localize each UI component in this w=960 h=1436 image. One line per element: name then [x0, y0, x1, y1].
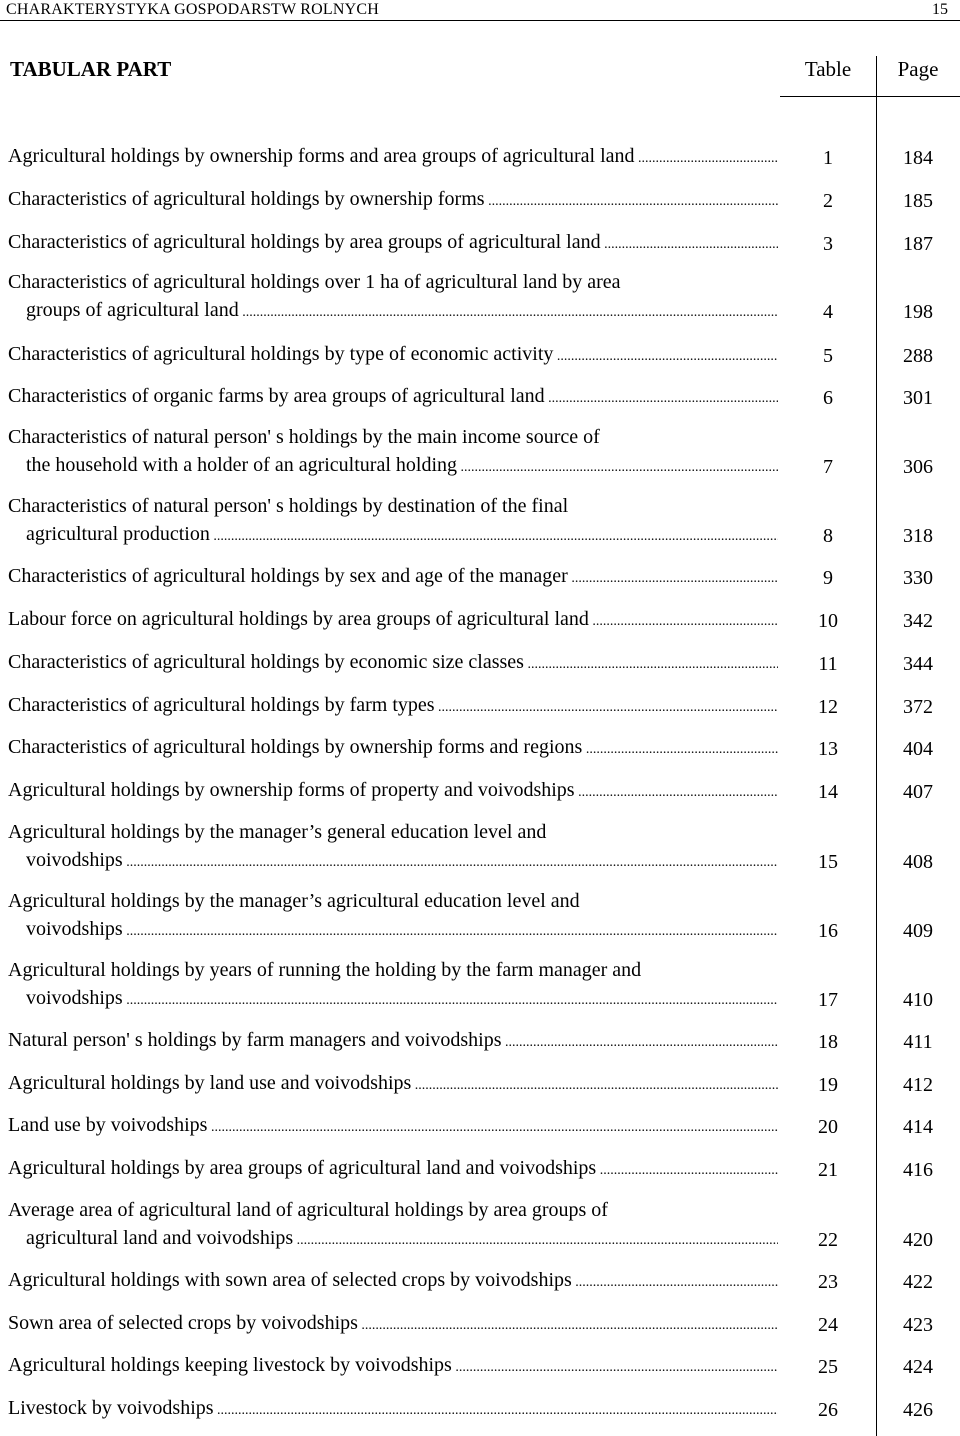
toc-entry-description [8, 777, 778, 807]
toc-entry-text: Characteristics of agricultural holdings by farm types ..... [8, 694, 778, 716]
toc-entry-table-number: 14 [818, 781, 838, 803]
toc-entry-line [8, 692, 778, 722]
toc-entry-description [8, 1027, 778, 1057]
toc-entry-page-number: 372 [903, 696, 933, 718]
toc-entry-table-number: 20 [818, 1116, 838, 1138]
toc-entry-table-number: 18 [818, 1031, 838, 1053]
toc-entry-text: Characteristics of organic farms by area groups of agricultural land ..... [8, 385, 778, 407]
toc-entry-table-number: 21 [818, 1159, 838, 1181]
toc-entry-page-number: 426 [903, 1399, 933, 1421]
toc-entry-table-number: 15 [818, 850, 838, 873]
toc-entry-page-number: 424 [903, 1356, 933, 1378]
toc-entry-page-number: 288 [903, 345, 933, 367]
toc-entry-description [8, 229, 778, 259]
toc-entry-page-number: 306 [903, 455, 933, 478]
toc-entry-line [8, 1225, 778, 1255]
toc-entry-description [8, 1112, 778, 1142]
toc-entry-text: Characteristics of natural person' s holdings by destination of the final [8, 495, 569, 517]
toc-entry-table-number: 12 [818, 696, 838, 718]
toc-entry-description [8, 493, 778, 550]
toc-entry-text: agricultural land and voivodships ..... [26, 1227, 778, 1249]
toc-entry-table-number: 1 [823, 147, 833, 169]
toc-entry-line [8, 777, 778, 807]
toc-entry-text: Natural person' s holdings by farm managers and voivodships ..... [8, 1029, 778, 1051]
toc-entry-description [8, 563, 778, 593]
toc-entry-description [8, 957, 778, 1014]
toc-entry-page-number: 187 [903, 233, 933, 255]
toc-entry-table-number: 3 [823, 233, 833, 255]
toc-entry-line [8, 1395, 778, 1425]
toc-entry-page-number: 184 [903, 147, 933, 169]
toc-entry-page-number: 422 [903, 1271, 933, 1293]
toc-entry-line [8, 1197, 778, 1225]
toc-entry-table-number: 19 [818, 1074, 838, 1096]
toc-entry-description [8, 383, 778, 413]
toc-entry-table-number: 25 [818, 1356, 838, 1378]
toc-entry-description [8, 1352, 778, 1382]
toc-entry-line [8, 1310, 778, 1340]
toc-entry-line [8, 452, 778, 482]
toc-entry-description [8, 734, 778, 764]
toc-entry-page-number: 411 [903, 1031, 933, 1053]
toc-entry-line [8, 916, 778, 946]
toc-entry-line [8, 1070, 778, 1100]
toc-entry-text: Labour force on agricultural holdings by area groups of agricultural land ..... [8, 608, 778, 630]
toc-entry-line [8, 734, 778, 764]
column-header-page: Page [897, 57, 939, 81]
toc-entry-page-number: 342 [903, 610, 933, 632]
running-header-page-number: 15 [932, 1, 948, 18]
toc-entry-line [8, 847, 778, 877]
toc-entry-line [8, 1352, 778, 1382]
running-header-title: CHARAKTERYSTYKA GOSPODARSTW ROLNYCH [6, 1, 379, 18]
toc-entry-text: Land use by voivodships ..... [8, 1114, 778, 1136]
toc-entry-text: Agricultural holdings by the manager’s general education level and [8, 821, 547, 843]
toc-entry-page-number: 409 [903, 919, 933, 942]
toc-entry-text: Agricultural holdings by ownership forms and area groups of agricultural land ..... [8, 145, 778, 167]
toc-entry-text: Agricultural holdings by the manager’s agricultural education level and [8, 890, 580, 912]
toc-entry-table-number: 22 [818, 1228, 838, 1251]
toc-entry-page-number: 412 [903, 1074, 933, 1096]
toc-entry-text: voivodships ..... [26, 987, 778, 1009]
toc-entry-description [8, 1395, 778, 1425]
toc-entry-description [8, 1155, 778, 1185]
toc-entry-page-number: 318 [903, 524, 933, 547]
toc-entry-text: Average area of agricultural land of agricultural holdings by area groups of [8, 1199, 608, 1221]
toc-entry-line [8, 229, 778, 259]
toc-entry-line [8, 563, 778, 593]
toc-entry-text: voivodships ..... [26, 918, 778, 940]
toc-entry-text: Agricultural holdings by area groups of agricultural land and voivodships ..... [8, 1157, 778, 1179]
toc-entry-table-number: 13 [818, 738, 838, 760]
toc-entry-page-number: 404 [903, 738, 933, 760]
toc-entry-line [8, 341, 778, 371]
toc-entry-page-number: 410 [903, 988, 933, 1011]
toc-entry-text: groups of agricultural land ..... [26, 299, 778, 321]
toc-entry-description [8, 606, 778, 636]
toc-entry-page-number: 198 [903, 300, 933, 323]
toc-entry-table-number: 17 [818, 988, 838, 1011]
toc-entry-table-number: 5 [823, 345, 833, 367]
toc-entry-text: Sown area of selected crops by voivodships ..... [8, 1312, 778, 1334]
toc-entry-table-number: 4 [823, 300, 833, 323]
toc-entry-table-number: 16 [818, 919, 838, 942]
toc-entry-line [8, 1155, 778, 1185]
toc-entry-page-number: 301 [903, 387, 933, 409]
toc-entry-description [8, 424, 778, 481]
toc-entry-table-number: 7 [823, 455, 833, 478]
toc-entry-text: agricultural production ..... [26, 523, 778, 545]
toc-entry-line [8, 521, 778, 551]
toc-entry-page-number: 330 [903, 567, 933, 589]
toc-entry-text: Characteristics of agricultural holdings by economic size classes ..... [8, 651, 778, 673]
toc-entry-description [8, 649, 778, 679]
toc-entry-text: Characteristics of agricultural holdings by sex and age of the manager ..... [8, 565, 778, 587]
toc-entry-description [8, 1197, 778, 1254]
toc-entry-description [8, 143, 778, 173]
column-header-table: Table [804, 57, 852, 81]
toc-entry-text: Agricultural holdings with sown area of selected crops by voivodships ..... [8, 1269, 778, 1291]
toc-entry-page-number: 414 [903, 1116, 933, 1138]
toc-entry-text: Agricultural holdings by ownership forms of property and voivodships ..... [8, 779, 778, 801]
toc-entry-text: Livestock by voivodships ..... [8, 1397, 778, 1419]
toc-entry-table-number: 2 [823, 190, 833, 212]
toc-entry-text: voivodships ..... [26, 849, 778, 871]
toc-entry-text: Characteristics of agricultural holdings over 1 ha of agricultural land by area [8, 271, 621, 293]
toc-entry-description [8, 819, 778, 876]
toc-entry-text: Characteristics of agricultural holdings by ownership forms and regions ..... [8, 736, 778, 758]
toc-entry-line [8, 1112, 778, 1142]
toc-entry-text: Agricultural holdings by years of running the holding by the farm manager and [8, 959, 642, 981]
toc-entry-text: Agricultural holdings keeping livestock by voivodships ..... [8, 1354, 778, 1376]
toc-entry-line [8, 606, 778, 636]
toc-entry-line [8, 269, 778, 297]
toc-entry-page-number: 420 [903, 1228, 933, 1251]
toc-entry-table-number: 26 [818, 1399, 838, 1421]
toc-entry-line [8, 1267, 778, 1297]
toc-entry-text: Characteristics of agricultural holdings by ownership forms ..... [8, 188, 778, 210]
toc-entry-table-number: 24 [818, 1314, 838, 1336]
toc-entry-text: the household with a holder of an agricultural holding ..... [26, 454, 778, 476]
toc-entry-table-number: 23 [818, 1271, 838, 1293]
toc-entry-description [8, 186, 778, 216]
toc-entry-page-number: 408 [903, 850, 933, 873]
toc-entry-text: Characteristics of agricultural holdings by area groups of agricultural land ..... [8, 231, 778, 253]
section-heading: TABULAR PART [10, 57, 172, 81]
toc-entry-line [8, 888, 778, 916]
toc-entry-line [8, 649, 778, 679]
toc-entry-table-number: 9 [823, 567, 833, 589]
toc-entry-line [8, 1027, 778, 1057]
toc-entry-description [8, 692, 778, 722]
toc-entry-page-number: 185 [903, 190, 933, 212]
toc-entry-line [8, 297, 778, 327]
toc-entry-text: Agricultural holdings by land use and voivodships ..... [8, 1072, 778, 1094]
toc-entry-table-number: 11 [818, 653, 838, 675]
toc-entry-description [8, 888, 778, 945]
toc-entry-line [8, 383, 778, 413]
toc-entry-page-number: 416 [903, 1159, 933, 1181]
toc-entry-line [8, 186, 778, 216]
toc-entry-page-number: 407 [903, 781, 933, 803]
toc-entry-text: Characteristics of natural person' s holdings by the main income source of [8, 426, 600, 448]
toc-entry-description [8, 269, 778, 326]
toc-entry-description [8, 1070, 778, 1100]
toc-entry-table-number: 10 [818, 610, 838, 632]
toc-entry-table-number: 6 [823, 387, 833, 409]
toc-entry-line [8, 819, 778, 847]
toc-entry-text: Characteristics of agricultural holdings by type of economic activity ..... [8, 343, 778, 365]
toc-entry-description [8, 1267, 778, 1297]
toc-entry-line [8, 143, 778, 173]
toc-entry-page-number: 423 [903, 1314, 933, 1336]
toc-entry-description [8, 1310, 778, 1340]
toc-entry-line [8, 957, 778, 985]
toc-entry-line [8, 493, 778, 521]
toc-entry-page-number: 344 [903, 653, 933, 675]
toc-entry-line [8, 424, 778, 452]
toc-entry-description [8, 341, 778, 371]
toc-entry-line [8, 985, 778, 1015]
toc-entry-table-number: 8 [823, 524, 833, 547]
